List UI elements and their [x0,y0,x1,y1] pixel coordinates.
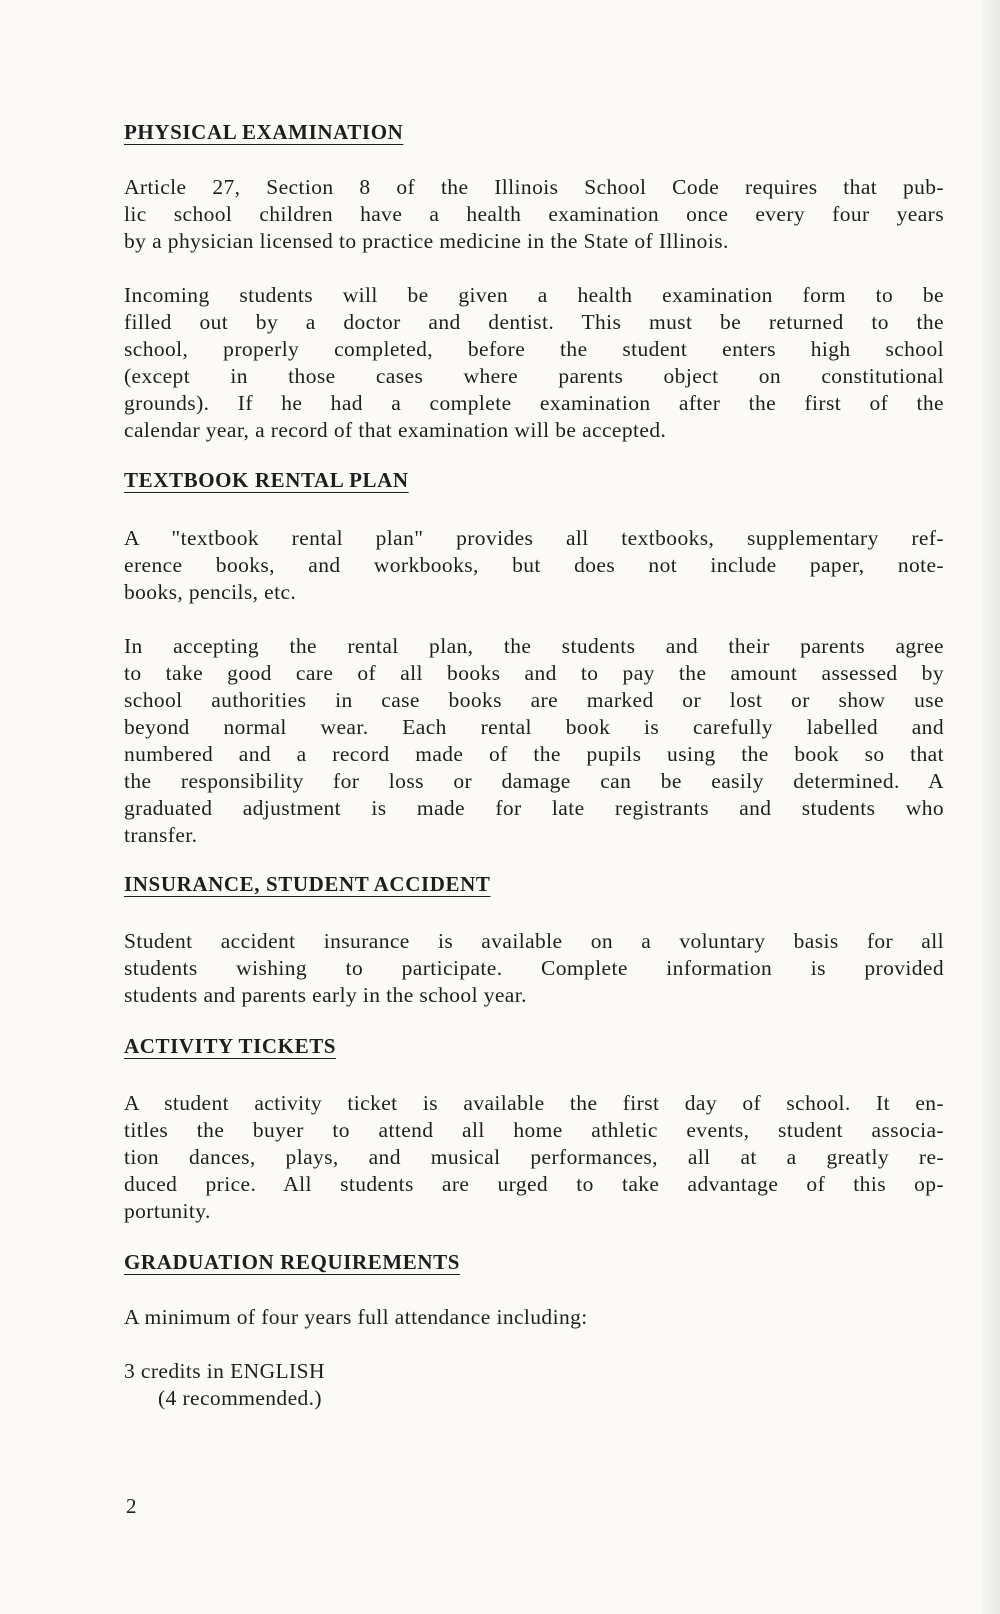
heading-physical-examination: PHYSICAL EXAMINATION [124,120,404,144]
heading-activity-tickets: ACTIVITY TICKETS [124,1034,337,1058]
page-edge-shadow [982,0,1000,1614]
paragraph-graduation-intro: A minimum of four years full attendance including: [124,1305,588,1329]
paragraph-physical-1: Article 27, Section 8 of the Illinois School Code requires that pub- lic school children have a health examination once every four years by a physician licensed to practice medicine in the State of Illinois. [124,175,944,253]
heading-insurance-student-accident: INSURANCE, STUDENT ACCIDENT [124,872,491,896]
paragraph-insurance-1: Student accident insurance is available on a voluntary basis for all students wishing to participate. Complete information is provided students and parents early in the school year. [124,929,944,1007]
graduation-credit-note: (4 recommended.) [158,1386,322,1410]
heading-textbook-rental-plan: TEXTBOOK RENTAL PLAN [124,468,409,492]
paragraph-textbook-2: In accepting the rental plan, the students and their parents agree to take good care of all books and to pay the amount assessed by school authorities in case books are marked or lost or show use beyond normal wear. Each rental book is carefully labelled and numbered and a record made of the pupils using the book so that the responsibility for loss or damage can be easily determined. A graduated adjustment is made for late registrants and students who transfer. [124,634,944,847]
paragraph-textbook-1: A "textbook rental plan" provides all textbooks, supplementary ref- erence books, and workbooks, but does not include paper, note- books, pencils, etc. [124,526,944,604]
paragraph-physical-2: Incoming students will be given a health examination form to be filled out by a doctor and dentist. This must be returned to the school, properly completed, before the student enters high school (except in those cases where parents object on constitutional grounds). If he had a complete examination after the first of the calendar year, a record of that examination will be accepted. [124,283,944,442]
graduation-credit-english: 3 credits in ENGLISH (4 recommended.) [124,1358,944,1412]
paragraph-activity-1: A student activity ticket is available the first day of school. It en- titles the buyer to attend all home athletic events, student associa- tion dances, plays, and musical performances, all at a greatly re- duced price. All students are urged to take advantage of this op- portunity. [124,1091,944,1223]
heading-graduation-requirements: GRADUATION REQUIREMENTS [124,1250,461,1274]
page-number: 2 [126,1494,137,1518]
